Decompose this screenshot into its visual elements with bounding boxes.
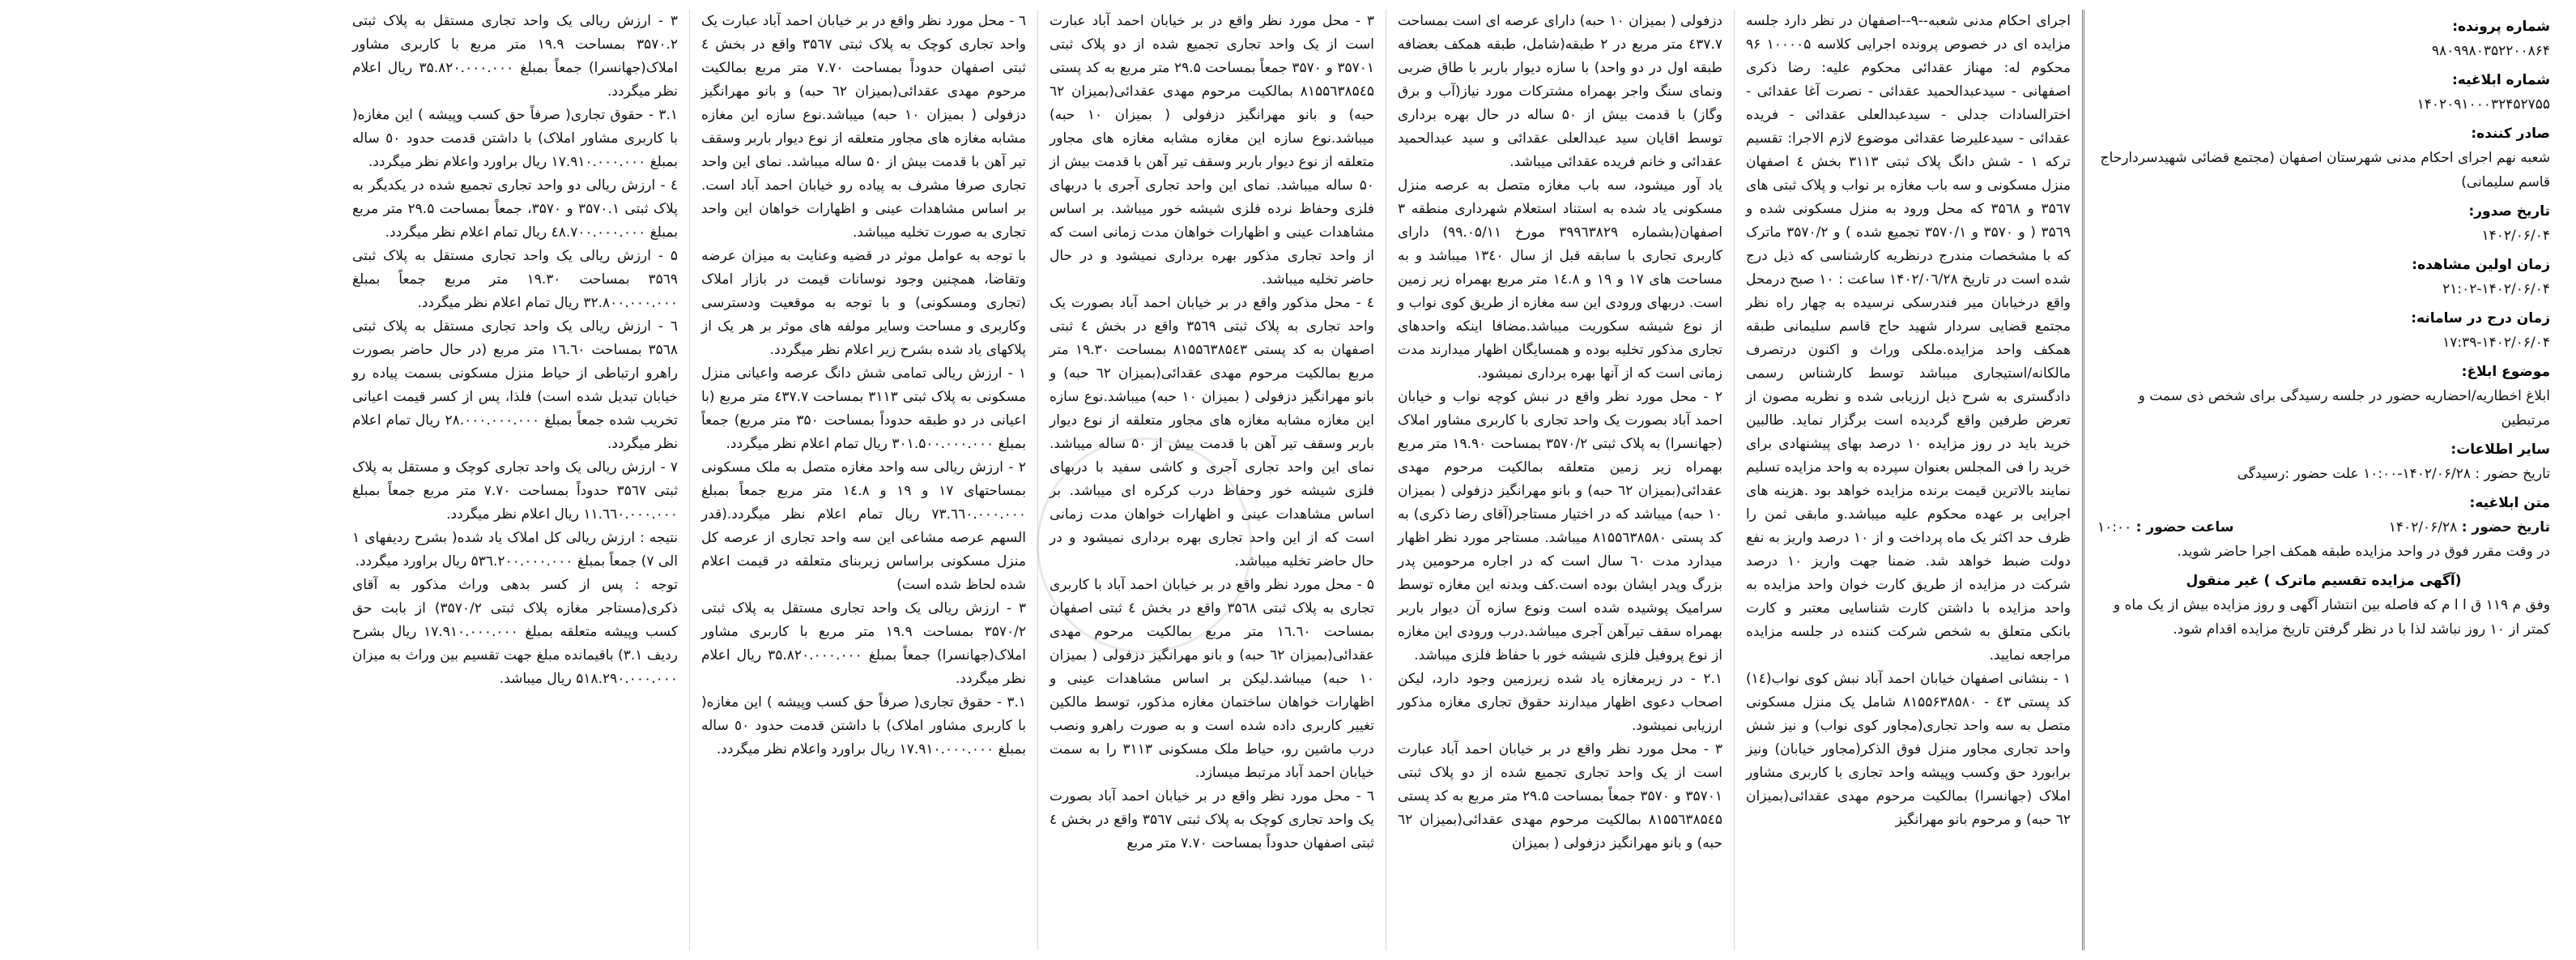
- subject-label: موضوع ابلاغ:: [2461, 364, 2550, 380]
- subject: ابلاغ اخطاریه/احضاریه حضور در جلسه رسیدگی برای شخص ذی سمت و مرتبطین: [2138, 388, 2550, 429]
- auction-ad-intro: وفق م ۱۱۹ ق ا ا م که فاصله بین انتشار آگهی و روز مزایده بیش از یک ماه و کمتر از ۱۰ روز نباشد لذا با در نظر گرفتن تاریخ مزایده اقدام شود.: [2113, 597, 2550, 638]
- issue-date-label: تاریخ صدور:: [2468, 203, 2550, 220]
- notice-text-label: متن ابلاغیه:: [2469, 495, 2550, 511]
- attend-date-group: [2389, 515, 2550, 540]
- issue-date: ۱۴۰۲/۰۶/۰۴: [2481, 228, 2550, 244]
- attend-date: ۱۴۰۲/۰۶/۲۸: [2388, 519, 2458, 535]
- other-info-label: سایر اطلاعات:: [2450, 442, 2550, 458]
- notice-number: ۱۴۰۲۰۹۱۰۰۰۳۲۴۵۲۷۵۵: [2416, 96, 2550, 113]
- case-number: ۹۸۰۹۹۸۰۳۵۲۲۰۰۸۶۴: [2431, 43, 2550, 59]
- attend-time: ۱۰:۰۰: [2097, 519, 2132, 535]
- notice-columns: [8, 10, 2568, 950]
- attend-time-group: [2097, 515, 2233, 540]
- notice-text-column-5: ۳ - ارزش ریالی یک واحد تجاری مستقل به پلاک ثبتی ۳۵۷۰.۲ بمساحت ۱۹.۹ متر مربع با کاربری مشاور املاک(جهانسرا) جمعاً بمبلغ ۳۵.۸۲۰.۰۰۰.۰۰۰ ریال اعلام نظر میگردد. ۳.۱ - حقوق تجاری( صرفاً حق کسب وپیشه ) این مغازه( با کاربری مشاور املاک) با داشتن قدمت حدود ٥۰ ساله بمبلغ ۱۷.۹۱۰.۰۰۰.۰۰۰ ریال براورد واعلام نظر میگردد. ٤ - ارزش ریالی دو واحد تجاری تجمیع شده در یکدیگر به پلاک ثبتی ۳۵۷۰.۱ و ۳۵۷۰، جمعاً بمساحت ۲۹.۵ متر مربع بمبلغ ٤۸.۷۰۰.۰۰۰.۰۰۰ ریال تمام اعلام نظر میگردد. ۵ - ارزش ریالی یک واحد تجاری مستقل به پلاک ثبتی ۳۵٦۹ بمساحت ۱۹.۳۰ متر مربع جمعاً بمبلغ ۳۲.۸۰۰.۰۰۰.۰۰۰ ریال تمام اعلام نظر میگردد. ٦ - ارزش ریالی یک واحد تجاری مستقل به پلاک ثبتی ۳۵٦۸ بمساحت ۱٦.٦۰ متر مربع (در حال حاضر بصورت راهرو ارتباطی از حیاط منزل مسکونی بسمت پیاده رو خیابان تبدیل شده است) فلذا، پس از کسر قیمت اعیانی تخریب شده جمعاً بمبلغ ۲۸.۰۰۰.۰۰۰.۰۰۰ ریال تمام اعلام نظر میگردد. ۷ - ارزش ریالی یک واحد تجاری کوچک و مستقل به پلاک ثبتی ۳۵٦۷ حدوداً بمساحت ۷.۷۰ متر مربع جمعاً بمبلغ ۱۱.٦٦۰.۰۰۰.۰۰۰ ریال اعلام نظر میگردد. نتیجه : ارزش ریالی کل املاک یاد شده( بشرح ردیفهای ۱ الی ۷) جمعاً بمبلغ ۵۳٦.۲۰۰.۰۰۰.۰۰۰ ریال براورد میگردد. توجه : پس از کسر بدهی وراث مذکور به آقای ذکری(مستاجر مغازه پلاک ثبتی ۳۵۷۰/۲) از بابت حق کسب وپیشه متعلقه بمبلغ ۱۷.۹۱۰.۰۰۰.۰۰۰ ریال بشرح ردیف ۳.۱) باقیمانده مبلغ جهت تقسیم بین وراث به میزان ۵۱۸.۲۹۰.۰۰۰.۰۰۰ ریال میباشد.: [352, 13, 679, 687]
- first-view: ۲۱:۰۲-۱۴۰۲/۰۶/۰۴: [2442, 281, 2550, 297]
- system-entry: ۱۷:۳۹-۱۴۰۲/۰۶/۰۴: [2442, 335, 2550, 351]
- notice-text-column-4: ٦ - محل مورد نظر واقع در بر خیابان احمد آباد عبارت یک واحد تجاری کوچک به پلاک ثبتی ۳۵٦۷ واقع در بخش ٤ ثبتی اصفهان حدوداً بمساحت ۷.۷۰ متر مربع بمالکیت مرحوم مهدی عقدائی(بمیزان ٦۲ حبه) و بانو مهرانگیز دزفولی ( بمیزان ۱۰ حبه) میباشد.نوع سازه این مغازه مشابه مغازه های مجاور متعلقه از نوع دیوار باربر وسقف تیر آهن با قدمت بیش از ۵۰ ساله میباشد. نمای این واحد تجاری صرفا مشرف به پیاده رو خیابان احمد آباد است. بر اساس مشاهدات عینی و اظهارات خواهان این واحد تجاری به صورت تخلیه میباشد. با توجه به عوامل موثر در قضیه وعنایت به میزان عرضه وتقاضا، همچنین وجود نوسانات قیمت در بازار املاک (تجاری ومسکونی) و با توجه به موقعیت ودسترسی وکاربری و مساحت وسایر مولفه های موثر بر هر یک از پلاکهای یاد شده بشرح زیر اعلام نظر میگردد. ۱ - ارزش ریالی تمامی شش دانگ عرصه واعیانی منزل مسکونی به پلاک ثبتی ۳۱۱۳ بمساحت ٤۳۷.۷ متر مربع (با اعیانی در دو طبقه حدوداً بمساحت ۳۵۰ متر مربع) جمعاً بمبلغ ۳۰۱.۵۰۰.۰۰۰.۰۰۰ ریال تمام اعلام نظر میگردد. ۲ - ارزش ریالی سه واحد مغازه متصل به ملک مسکونی بمساحتهای ۱۷ و ۱۹ و ۱٤.۸ متر مربع جمعاً بمبلغ ۷۳.٦٦۰.۰۰۰.۰۰۰ ریال تمام اعلام نظر میگردد.(قدر السهم عرصه مشاعی این سه واحد تجاری از عرصه کل منزل مسکونی براساس زیربنای متعلقه در قیمت اعلام شده لحاظ شده است) ۳ - ارزش ریالی یک واحد تجاری مستقل به پلاک ثبتی ۳۵۷۰/۲ بمساحت ۱۹.۹ متر مربع با کاربری مشاور املاک(جهانسرا) جمعاً بمبلغ ۳۵.۸۲۰.۰۰۰.۰۰۰ ریال اعلام نظر میگردد. ۳.۱ - حقوق تجاری( صرفاً حق کسب وپیشه ) این مغازه( با کاربری مشاور املاک) با داشتن قدمت حدود ٥۰ ساله بمبلغ ۱۷.۹۱۰.۰۰۰.۰۰۰ ریال براورد واعلام نظر میگردد.: [689, 10, 1037, 950]
- notice-metadata-panel: [2082, 10, 2568, 950]
- first-view-label: زمان اولین مشاهده:: [2412, 257, 2550, 273]
- notice-text-column-1: اجرای احکام مدنی شعبه--۹--اصفهان در نظر دارد جلسه مزایده ای در خصوص پرونده اجرایی کلاسه ۱۰۰۰۰۵ ۹۶ محکوم له: مهناز عقدائی محکوم علیه: رضا ذکری اصفهانی - سیدعبدالحمید عقدائی - نصرت آغا عقدائی - اخترالسادات جدلی - سیدعبدالعلی عقدائی - فریده عقدائی - سیدعلیرضا عقدائی موضوع لازم الاجرا: تقسیم ترکه ۱ - شش دانگ پلاک ثبتی ۳۱۱۳ بخش ٤ اصفهان منزل مسکونی و سه باب مغازه بر نواب و پلاک ثبتی های ۳۵٦۷ و ۳۵٦۸ که محل ورود به منزل مسکونی شده و ۳۵٦۹ ( و ۳۵۷۰ و ۳۵۷۰/۱ تجمیع شده ) و ۳۵۷۰/۲ ماترک که با مشخصات مندرج درنظریه کارشناسی که ذیل درج شده است در تاریخ ۱۴۰۲/۰٦/۲۸ ساعت : ۱۰ صبح درمحل واقع درخیابان میر فندرسکی نرسیده به چهار راه نظر مجتمع قضایی سردار شهید حاج قاسم سلیمانی طبقه همکف واحد مزایده.ملکی وراث و اکنون درتصرف مالکانه/استیجاری میباشد توسط کارشناس رسمی دادگستری به شرح ذیل ارزیابی شده و نظریه مصون از تعرض طرفین واقع گردیده است برگزار نماید. طالبین خرید باید در روز مزایده ۱۰ درصد بهای پیشنهادی برای خرید را فی المجلس بعنوان سپرده به واحد مزایده تسلیم نمایند بالاترین قیمت برنده مزایده خواهد بود .هزینه های اجرایی بر عهده محکوم علیه میباشد.و مابقی ثمن را ظرف حد اکثر یک ماه پرداخت و از ۱۰ درصد واریز به نفع دولت ضبط خواهد شد. ضمنا جهت واریز ۱۰ درصد شرکت در مزایده از طریق کارت خوان واحد مزایده به واحد مزایده با داشتن کارت شناسایی معتبر و کارت بانکی متعلق به شخص شرکت کننده در جلسه مزایده مراجعه نمایید. ۱ - بنشانی اصفهان خیابان احمد آباد نبش کوی نواب(۱٤) کد پستی ٤۳ - ۸۱۵۵۶۳۸۵۸۰ شامل یک منزل مسکونی متصل به سه واحد تجاری(مجاور کوی نواب) و نیز شش واحد تجاری مجاور منزل فوق الذکر(مجاور خیابان) ونیز برابورد حق وکسب وپیشه واحد تجاری با کاربری مشاور املاک (جهانسرا) بمالکیت مرحوم مهدی عقدائی(بمیزان ٦۲ حبه) و مرحوم بانو مهرانگیز: [1734, 10, 2082, 950]
- auction-ad-title: (آگهی مزایده تقسیم ماترک ) غیر منقول: [2186, 573, 2462, 589]
- other-info: تاریخ حضور : ۱۴۰۲/۰۶/۲۸-۱۰:۰۰ علت حضور :رسیدگی: [2237, 466, 2550, 482]
- issuer: شعبه نهم اجرای احکام مدنی شهرستان اصفهان (مجتمع قضائی شهیدسردارحاج قاسم سلیمانی): [2100, 150, 2550, 190]
- attendance-row: [2097, 515, 2550, 540]
- issuer-label: صادر کننده:: [2471, 126, 2550, 142]
- attend-date-label: تاریخ حضور :: [2461, 519, 2550, 535]
- notice-number-label: شماره ابلاغیه:: [2451, 72, 2550, 88]
- notice-text-column-3: ۳ - محل مورد نظر واقع در بر خیابان احمد آباد عبارت است از یک واحد تجاری تجمیع شده از دو پلاک ثبتی ۳۵۷۰۱ و ۳۵۷۰ جمعاً بمساحت ۲۹.۵ متر مربع به کد پستی ۸۱۵۵٦۳۸۵٤۵ بمالکیت مرحوم مهدی عقدائی(بمیزان ٦۲ حبه) و بانو مهرانگیز دزفولی ( بمیزان ۱۰ حبه) میباشد.نوع سازه این مغازه مشابه مغازه های مجاور متعلقه از نوع دیوار باربر وسقف تیر آهن با قدمت بیش از ۵۰ ساله میباشد. نمای این واحد تجاری آجری با دربهای فلزی وحفاظ نرده فلزی شیشه خور میباشد. بر اساس مشاهدات عینی و اظهارات خواهان مدت زمانی است که از واحد تجاری مذکور بهره برداری نمیشود و در حال حاضر تخلیه میباشد. ٤ - محل مذکور واقع در بر خیابان احمد آباد بصورت یک واحد تجاری به پلاک ثبتی ۳۵٦۹ واقع در بخش ٤ ثبتی اصفهان به کد پستی ۸۱۵۵٦۳۸۵٤۳ بمساحت ۱۹.۳۰ متر مربع بمالکیت مرحوم مهدی عقدائی(بمیزان ٦۲ حبه) و بانو مهرانگیز دزفولی ( بمیزان ۱۰ حبه) میباشد.نوع سازه این مغازه مشابه مغازه های مجاور متعلقه از نوع دیوار باربر وسقف تیر آهن با قدمت بیش از ۵۰ ساله میباشد. نمای این واحد تجاری آجری و کاشی سفید با دربهای فلزی شیشه خور وحفاظ درب کرکره ای میباشد. بر اساس مشاهدات عینی و اظهارات خواهان مدت زمانی است که از این واحد تجاری بهره برداری نمیشود و در حال حاضر تخلیه میباشد. ۵ - محل مورد نظر واقع در بر خیابان احمد آباد با کاربری تجاری به پلاک ثبتی ۳۵٦۸ واقع در بخش ٤ ثبتی اصفهان بمساحت ۱٦.٦۰ متر مربع بمالکیت مرحوم مهدی عقدائی(بمیزان ٦۲ حبه) و بانو مهرانگیز دزفولی ( بمیزان ۱۰ حبه) میباشد.لیکن بر اساس مشاهدات عینی و اظهارات خواهان ساختمان مغازه مذکور، توسط مالکین تغییر کاربری داده شده است و به صورت راهرو ونصب درب ماشین رو، حیاط ملک مسکونی ۳۱۱۳ را به سمت خیابان احمد آباد مرتبط میسازد. ٦ - محل مورد نظر واقع در بر خیابان احمد آباد بصورت یک واحد تجاری کوچک به پلاک ثبتی ۳۵٦۷ واقع در بخش ٤ ثبتی اصفهان حدوداً بمساحت ۷.۷۰ متر مربع: [1037, 10, 1386, 950]
- attend-time-label: ساعت حضور :: [2135, 519, 2234, 535]
- notice-text-column-2: دزفولی ( بمیزان ۱۰ حبه) دارای عرصه ای است بمساحت ٤۳۷.۷ متر مربع در ۲ طبقه(شامل، طبقه همکف بعضافه طبقه اول در دو واحد) با سازه دیوار باربر با طاق ضربی ونمای سنگ واجر بهمراه مشترکات مورد نیاز(آب و برق وگاز) با قدمت بیش از ۵۰ ساله در حال بهره برداری توسط اقایان سید عبدالعلی عقدائی و سید عبدالحمید عقدائی و خانم فریده عقدائی میباشد. یاد آور میشود، سه باب مغازه متصل به عرصه منزل مسکونی یاد شده به استناد استعلام شهرداری منطقه ۳ اصفهان(بشماره ۳۹۹٦۳۸۲۹ مورخ ۹۹.۰۵/۱۱) دارای کاربری تجاری با سابقه قبل از سال ۱۳٤۰ میباشد و به مساحت های ۱۷ و ۱۹ و ۱٤.۸ متر مربع بهمراه زیر زمین است. دربهای ورودی این سه مغازه از طریق کوی نواب و از نوع شیشه سکوریت میباشد.مضافا اینکه واحدهای تجاری مذکور تخلیه بوده و همسایگان اظهار میدارند مدت زمانی است که از آنها بهره برداری نمیشود. ۲ - محل مورد نظر واقع در نبش کوچه نواب و خیابان احمد آباد بصورت یک واحد تجاری با کاربری مشاور املاک (جهانسرا) به پلاک ثبتی ۳۵۷۰/۲ بمساحت ۱۹.۹۰ متر مربع بهمراه زیر زمین متعلقه بمالکیت مرحوم مهدی عقدائی(بمیزان ٦۲ حبه) و بانو مهرانگیز دزفولی ( بمیزان ۱۰ حبه) میباشد که در اختیار مستاجر(آقای رضا ذکری) به کد پستی ۸۱۵۵٦۳۸۵۸۰ میباشد. مستاجر مورد نظر اظهار میدارد مدت ٦۰ سال است که در اجاره مرحومین پدر بزرگ وپدر ایشان بوده است.کف وبدنه این مغازه توسط سرامیک پوشیده شده است ونوع سازه آن دیوار باربر بهمراه سقف تیرآهن آجری میباشد.درب ورودی این مغازه از نوع پروفیل فلزی شیشه خور با حفاظ فلزی میباشد. ۲.۱ - در زیرمغازه یاد شده زیرزمین وجود دارد، لیکن اصحاب دعوی اظهار میدارند حقوق تجاری مغازه مذکور ارزیابی نمیشود. ۳ - محل مورد نظر واقع در بر خیابان احمد آباد عبارت است از یک واحد تجاری تجمیع شده از دو پلاک ثبتی ۳۵۷۰۱ و ۳۵۷۰ جمعاً بمساحت ۲۹.۵ متر مربع به کد پستی ۸۱۵۵٦۳۸۵٤۵ بمالکیت مرحوم مهدی عقدائی(بمیزان ٦۲ حبه) و بانو مهرانگیز دزفولی ( بمیزان: [1386, 10, 1734, 950]
- system-entry-label: زمان درج در سامانه:: [2411, 310, 2550, 326]
- case-number-label: شماره پرونده:: [2452, 19, 2550, 35]
- notice-body: در وقت مقرر فوق در واحد مزایده طبقه همکف اجرا حاضر شوید.: [2177, 544, 2550, 560]
